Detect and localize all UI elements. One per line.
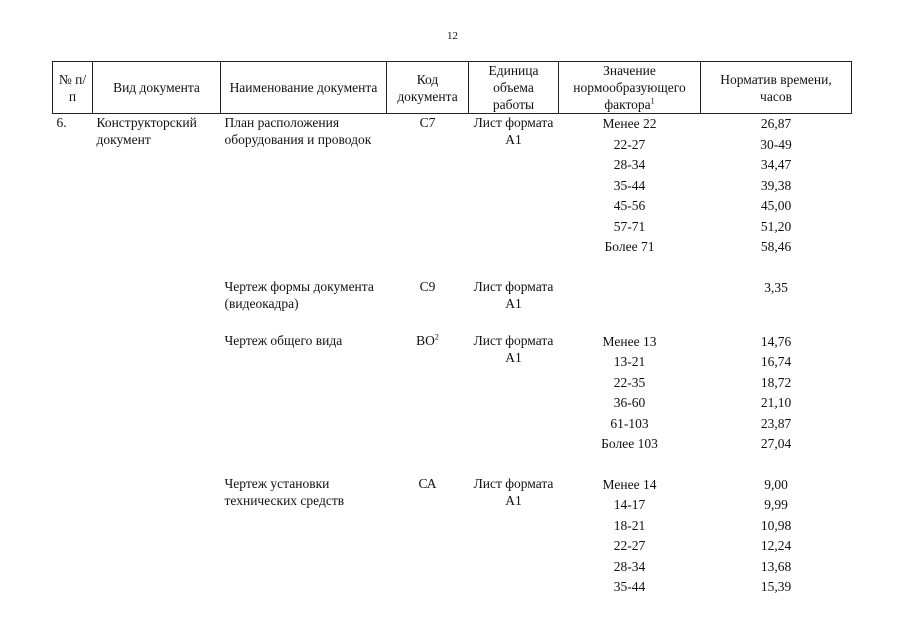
table-header-row — [53, 62, 852, 114]
document-code: ВО — [416, 332, 435, 348]
page-number: 12 — [447, 30, 458, 42]
spacer-cell — [469, 312, 559, 332]
document-code: С7 — [419, 115, 436, 130]
factor-value: 36-60 — [613, 395, 646, 410]
norm-value: 26,87 — [760, 116, 792, 131]
spacer-cell — [387, 258, 469, 278]
document-kind-cell — [93, 278, 221, 312]
spacer-cell — [93, 258, 221, 278]
document-code-cell — [387, 475, 469, 598]
row-number-cell — [53, 475, 93, 598]
factor-value: 22-35 — [613, 374, 646, 390]
norm-cell — [701, 278, 852, 312]
table-body — [53, 114, 852, 598]
factor-value: 18-21 — [613, 517, 646, 533]
norm-value: 3,35 — [764, 279, 788, 295]
row-number-cell — [53, 332, 93, 455]
header-num: № п/п — [53, 62, 93, 114]
document-name-cell: Чертеж формы документа (видеокадра) — [224, 278, 374, 311]
row-number-cell — [53, 278, 93, 312]
spacer-cell — [701, 258, 852, 278]
factor-value: 28-34 — [613, 558, 646, 574]
factor-value: 13-21 — [613, 354, 646, 369]
table-row — [53, 332, 852, 455]
factor-value: 35-44 — [613, 579, 646, 594]
header-norm: Норматив времени, часов — [701, 62, 852, 114]
header-unit: Единица объема работы — [469, 62, 559, 114]
table-row — [53, 114, 852, 258]
factor-value: 35-44 — [613, 177, 646, 193]
header-factor — [559, 62, 701, 114]
factor-cell — [559, 278, 701, 312]
spacer-cell — [93, 312, 221, 332]
factor-value: 22-27 — [613, 538, 646, 553]
spacer-cell — [221, 455, 387, 475]
factor-value: 45-56 — [613, 198, 646, 213]
work-unit-cell: Лист формата А1 — [473, 115, 554, 147]
spacer-cell — [469, 258, 559, 278]
spacer-cell — [469, 455, 559, 475]
work-unit-cell: Лист формата А1 — [473, 278, 554, 311]
norm-value: 21,10 — [760, 395, 792, 410]
header-factor-text: Значение нормообразующего фактора — [573, 63, 686, 112]
factor-value: Менее 22 — [602, 116, 657, 131]
factor-value: Менее 13 — [602, 333, 657, 349]
factor-value: 28-34 — [613, 157, 646, 172]
factor-cell — [559, 475, 701, 598]
work-unit-cell: Лист формата А1 — [473, 475, 554, 508]
group-separator — [53, 312, 852, 332]
document-code: СА — [418, 475, 437, 491]
norm-value: 12,24 — [760, 538, 792, 553]
document-code-cell — [387, 114, 469, 258]
group-separator — [53, 258, 852, 278]
spacer-cell — [93, 455, 221, 475]
factor-cell — [559, 114, 701, 258]
norm-value: 9,00 — [764, 476, 788, 492]
factor-cell — [559, 332, 701, 455]
norm-value: 45,00 — [760, 198, 792, 213]
header-factor-footnote: 1 — [650, 96, 655, 106]
norm-value: 51,20 — [760, 218, 792, 234]
norm-value: 14,76 — [760, 333, 792, 349]
factor-value: 22-27 — [613, 136, 646, 152]
norm-value: 58,46 — [760, 239, 792, 254]
document-kind-cell — [93, 332, 221, 455]
row-number-cell: 6. — [56, 115, 67, 130]
norm-value: 9,99 — [764, 497, 788, 512]
spacer-cell — [559, 258, 701, 278]
factor-value: 61-103 — [610, 415, 649, 431]
table-row — [53, 278, 852, 312]
spacer-cell — [53, 258, 93, 278]
document-kind-cell: Конструкторский документ — [96, 115, 197, 147]
spacer-cell — [387, 455, 469, 475]
norm-value: 23,87 — [760, 415, 792, 431]
work-unit-cell: Лист формата А1 — [473, 332, 554, 365]
document-name-cell: Чертеж общего вида — [224, 332, 343, 348]
factor-value: 57-71 — [613, 218, 646, 234]
norm-value: 16,74 — [760, 354, 792, 369]
norm-value: 39,38 — [760, 177, 792, 193]
spacer-cell — [559, 312, 701, 332]
spacer-cell — [221, 258, 387, 278]
spacer-cell — [387, 312, 469, 332]
spacer-cell — [53, 455, 93, 475]
document-kind-cell — [93, 475, 221, 598]
header-name: Наименование документа — [221, 62, 387, 114]
group-separator — [53, 455, 852, 475]
document-code-cell — [387, 332, 469, 455]
header-code: Код документа — [387, 62, 469, 114]
norm-cell — [701, 475, 852, 598]
norm-cell — [701, 114, 852, 258]
norm-value: 18,72 — [760, 374, 792, 390]
factor-value — [563, 278, 697, 299]
norm-cell — [701, 332, 852, 455]
document-code-footnote: 2 — [434, 332, 439, 341]
norm-value: 13,68 — [760, 558, 792, 574]
spacer-cell — [559, 455, 701, 475]
factor-value: Более 71 — [604, 239, 655, 254]
document-code-cell — [387, 278, 469, 312]
norm-value: 30-49 — [760, 136, 792, 152]
spacer-cell — [221, 312, 387, 332]
spacer-cell — [53, 312, 93, 332]
document-name-cell: План расположения оборудования и проводок — [224, 115, 372, 147]
norms-table — [52, 61, 852, 598]
header-kind: Вид документа — [93, 62, 221, 114]
factor-value: Менее 14 — [602, 476, 657, 492]
norm-value: 27,04 — [760, 436, 792, 451]
factor-value: 14-17 — [613, 497, 646, 512]
norm-value: 10,98 — [760, 517, 792, 533]
spacer-cell — [701, 455, 852, 475]
norm-value: 15,39 — [760, 579, 792, 594]
table-row — [53, 475, 852, 598]
spacer-cell — [701, 312, 852, 332]
norm-value: 34,47 — [760, 157, 792, 172]
factor-value: Более 103 — [601, 436, 658, 451]
document-code: С9 — [419, 278, 436, 294]
document-name-cell: Чертеж установки технических средств — [224, 475, 345, 508]
